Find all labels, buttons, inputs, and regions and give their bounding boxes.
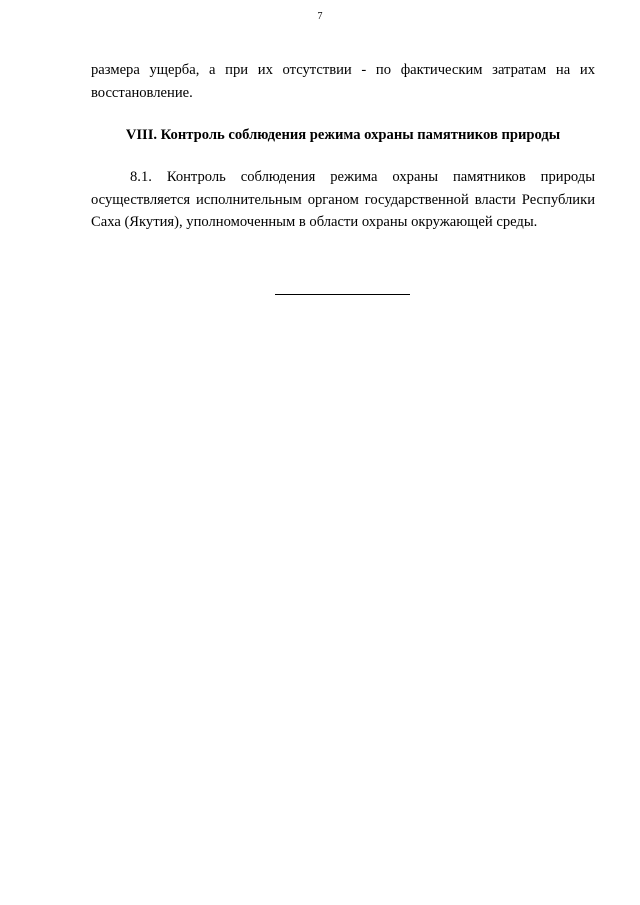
end-divider-line bbox=[275, 294, 410, 295]
section-heading: VIII. Контроль соблюдения режима охраны памятников природы bbox=[125, 127, 561, 143]
continued-paragraph: размера ущерба, а при их отсутствии - по фактическим затратам на их восстановление. bbox=[91, 62, 595, 101]
page-number: 7 bbox=[317, 11, 323, 22]
document-body bbox=[91, 59, 595, 234]
clause-8-1: 8.1. Контроль соблюдения режима охраны памятников природы осуществляется исполнительным органом государственной власти Республики Саха (Якутия), уполномоченным в области охраны окружающей среды. bbox=[91, 169, 595, 230]
